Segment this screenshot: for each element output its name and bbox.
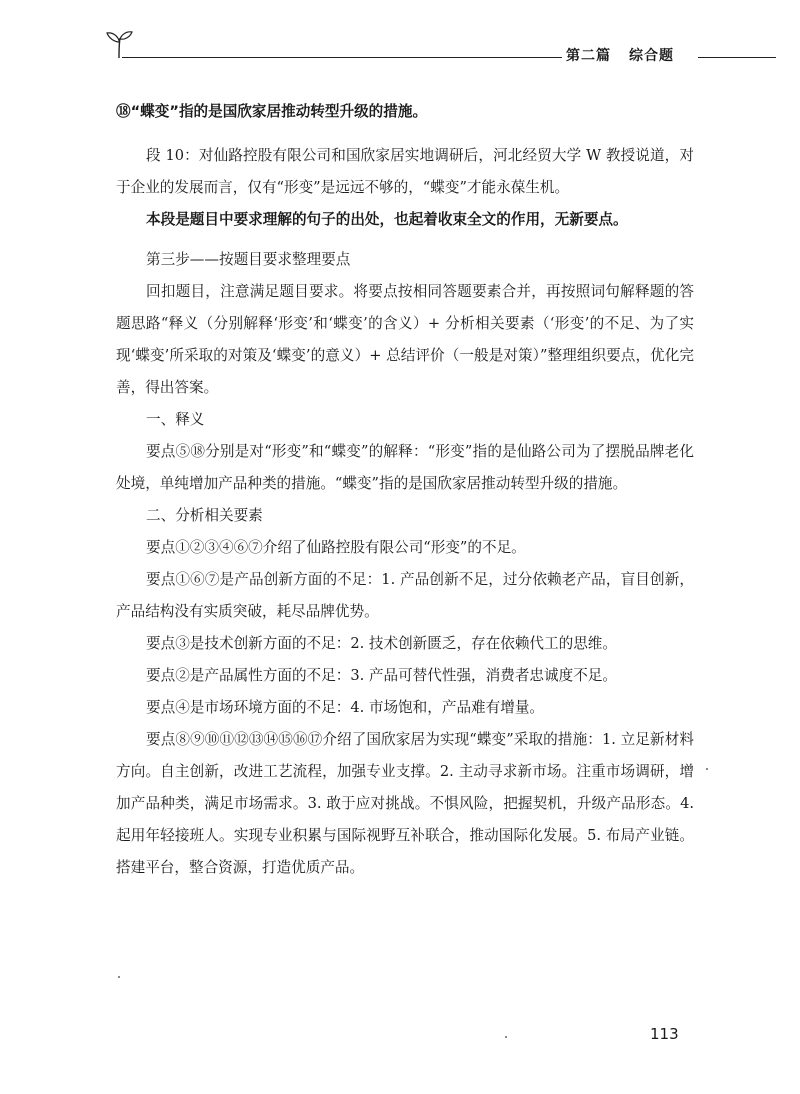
paragraph-product-attributes: 要点②是产品属性方面的不足：3. 产品可替代性强，消费者忠诚度不足。 [146, 667, 617, 684]
page-body [116, 96, 694, 884]
header-chapter: 第二篇 [566, 48, 611, 64]
heading-definition: 一、释义 [146, 411, 205, 428]
paragraph-answer-approach: 回扣题目，注意满足题目要求。将要点按相同答题要素合并，再按照词句解释题的答题思路“释义（分别解释‘形变’和‘蝶变’的含义）+ 分析相关要素（‘形变’的不足、为了实现‘蝶变’所采取的对策及‘蝶变’的意义）+ 总结评价（一般是对策）”整理组织要点，优化完善，得出答案。 [116, 283, 694, 396]
paragraph-tech-innovation: 要点③是技术创新方面的不足：2. 技术创新匮乏，存在依赖代工的思维。 [146, 635, 617, 652]
paragraph-point-18: ⑱“蝶变”指的是国欣家居推动转型升级的措施。 [116, 103, 428, 120]
step-three-heading: 第三步——按题目要求整理要点 [146, 251, 351, 268]
header-title-text: 综合题 [629, 48, 674, 64]
scan-speck [118, 976, 120, 978]
heading-analysis: 二、分析相关要素 [146, 507, 263, 524]
scan-speck [706, 768, 708, 770]
paragraph-section-10: 段 10：对仙路控股有限公司和国欣家居实地调研后，河北经贸大学 W 教授说道，对于企业的发展而言，仅有“形变”是远远不够的，“蝶变”才能永葆生机。 [116, 147, 694, 196]
paragraph-note: 本段是题目中要求理解的句子的出处，也起着收束全文的作用，无新要点。 [146, 211, 628, 228]
scan-speck [505, 1036, 507, 1038]
paragraph-product-innovation: 要点①⑥⑦是产品创新方面的不足：1. 产品创新不足，过分依赖老产品，盲目创新，产品结构没有实质突破，耗尽品牌优势。 [116, 571, 694, 620]
page-number: 113 [650, 1025, 679, 1043]
page-header [0, 0, 800, 80]
paragraph-xingbian-shortcomings: 要点①②③④⑥⑦介绍了仙路控股有限公司“形变”的不足。 [146, 539, 526, 556]
paragraph-market-environment: 要点④是市场环境方面的不足：4. 市场饱和，产品难有增量。 [146, 699, 545, 716]
header-section-title [566, 45, 692, 65]
header-rule-right [698, 57, 776, 58]
paragraph-diebian-measures: 要点⑧⑨⑩⑪⑫⑬⑭⑮⑯⑰介绍了国欣家居为实现“蝶变”采取的措施：1. 立足新材料方向。自主创新，改进工艺流程，加强专业支撑。2. 主动寻求新市场。注重市场调研，增加产品种类，满足市场需求。3. 敢于应对挑战。不惧风险，把握契机，升级产品形态。4. 起用年轻接班人。实现专业积累与国际视野互补联合，推动国际化发展。5. 布局产业链。搭建平台，整合资源，打造优质产品。 [116, 731, 694, 876]
sprout-icon [104, 28, 134, 60]
header-rule-left [122, 57, 562, 58]
paragraph-definition: 要点⑤⑱分别是对“形变”和“蝶变”的解释：“形变”指的是仙路公司为了摆脱品牌老化处境，单纯增加产品种类的措施。“蝶变”指的是国欣家居推动转型升级的措施。 [116, 443, 694, 492]
